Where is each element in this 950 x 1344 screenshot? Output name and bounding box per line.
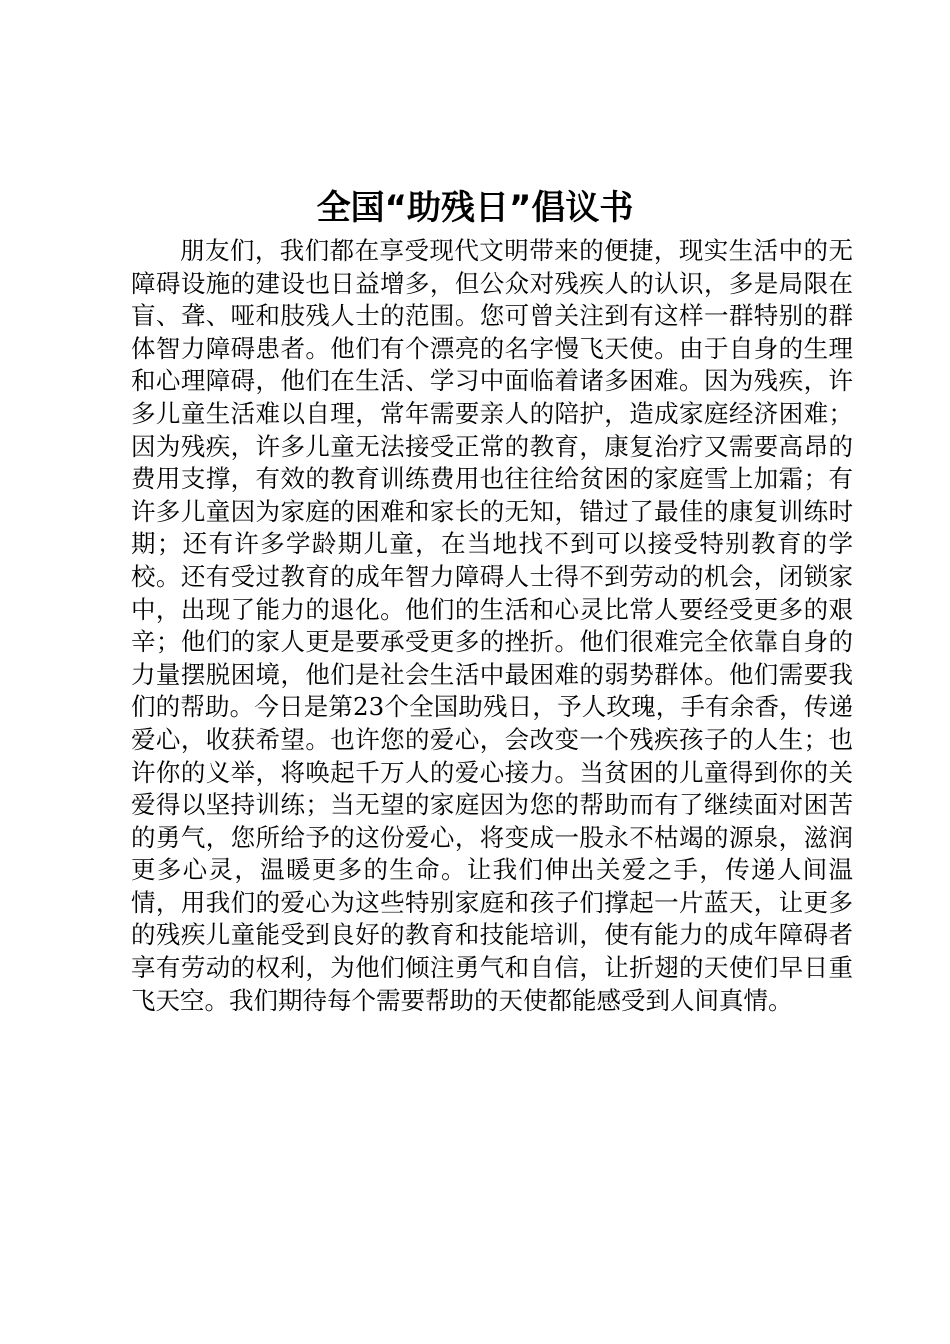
body-paragraph: 朋友们，我们都在享受现代文明带来的便捷，现实生活中的无障碍设施的建设也日益增多，但公众对残疾人的认识，多是局限在盲、聋、哑和肢残人士的范围。您可曾关注到有这样一群特别的群体智力障碍患者。他们有个漂亮的名字慢飞天使。由于自身的生理和心理障碍，他们在生活、学习中面临着诸多困难。因为残疾，许多儿童生活难以自理，常年需要亲人的陪护，造成家庭经济困难；因为残疾，许多儿童无法接受正常的教育，康复治疗又需要高昂的费用支撑，有效的教育训练费用也往往给贫困的家庭雪上加霜；有许多儿童因为家庭的困难和家长的无知，错过了最佳的康复训练时期；还有许多学龄期儿童，在当地找不到可以接受特别教育的学校。还有受过教育的成年智力障碍人士得不到劳动的机会，闭锁家中，出现了能力的退化。他们的生活和心灵比常人要经受更多的艰辛；他们的家人更是要承受更多的挫折。他们很难完全依靠自身的力量摆脱困境，他们是社会生活中最困难的弱势群体。他们需要我们的帮助。今日是第23个全国助残日，予人玫瑰，手有余香，传递爱心，收获希望。也许您的爱心，会改变一个残疾孩子的人生；也许你的义举，将唤起千万人的爱心接力。当贫困的儿童得到你的关爱得以坚持训练；当无望的家庭因为您的帮助而有了继续面对困苦的勇气，您所给予的这份爱心，将变成一股永不枯竭的源泉，滋润更多心灵，温暖更多的生命。让我们伸出关爱之手，传递人间温情，用我们的爱心为这些特别家庭和孩子们撑起一片蓝天，让更多的残疾儿童能受到良好的教育和技能培训，使有能力的成年障碍者享有劳动的权利，为他们倾注勇气和自信，让折翅的天使们早日重飞天空。我们期待每个需要帮助的天使都能感受到人间真情。 <box>131 236 853 1015</box>
document-title: 全国“助残日”倡议书 <box>316 188 634 228</box>
